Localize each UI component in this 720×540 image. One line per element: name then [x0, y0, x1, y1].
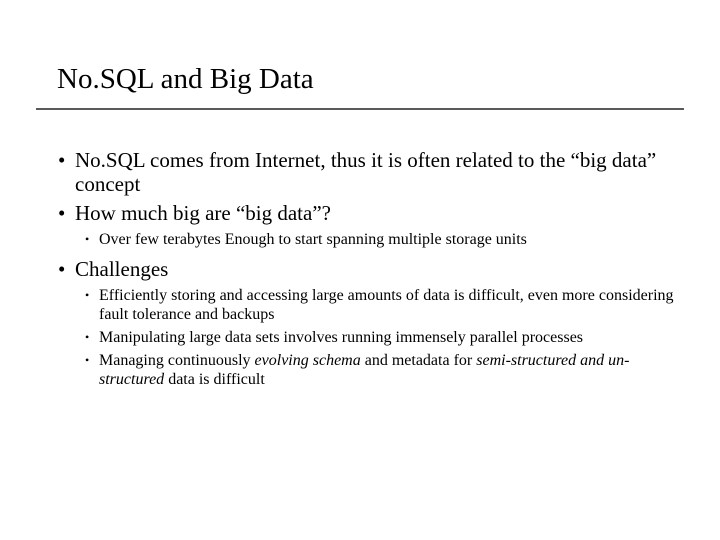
bullet-item-how-big [58, 201, 688, 225]
bullet-text: Challenges [75, 257, 169, 281]
sub-bullet-list [58, 286, 688, 389]
sub-bullet-text: Manipulating large data sets involves running immensely parallel processes [99, 329, 584, 346]
bullet-text: No.SQL comes from Internet, thus it is often related to the “big data” concept [75, 148, 657, 196]
sub-bullet-item-manipulating [85, 328, 688, 347]
sub-bullet-icon: • [85, 288, 90, 302]
bullet-icon: • [58, 257, 66, 281]
sub-bullet-item-storing [85, 286, 688, 324]
title-divider [36, 108, 684, 110]
sub-bullet-item-schema [85, 351, 688, 389]
sub-bullet-item-terabytes [85, 230, 688, 249]
sub-bullet-text: Over few terabytes Enough to start spanning multiple storage units [99, 231, 527, 248]
sub-bullet-text [99, 352, 629, 388]
text-run: Managing continuously [99, 352, 255, 369]
sub-bullet-list [58, 230, 688, 249]
slide-body [58, 148, 688, 397]
bullet-item-challenges [58, 257, 688, 281]
slide-title: No.SQL and Big Data [57, 63, 314, 95]
bullet-icon: • [58, 148, 66, 172]
bullet-icon: • [58, 201, 66, 225]
sub-bullet-icon: • [85, 330, 90, 344]
italic-text-run: evolving schema [254, 352, 361, 369]
sub-bullet-icon: • [85, 353, 90, 367]
sub-bullet-icon: • [85, 232, 90, 246]
text-run: and metadata for [360, 352, 477, 369]
bullet-item-nosql-internet [58, 148, 688, 196]
italic-text-run: semi-structured and un-structured [99, 352, 630, 388]
bullet-text: How much big are “big data”? [75, 201, 331, 225]
text-run: data is difficult [164, 371, 265, 388]
sub-bullet-text: Efficiently storing and accessing large amounts of data is difficult, even more considering fault tolerance and backups [99, 287, 674, 323]
